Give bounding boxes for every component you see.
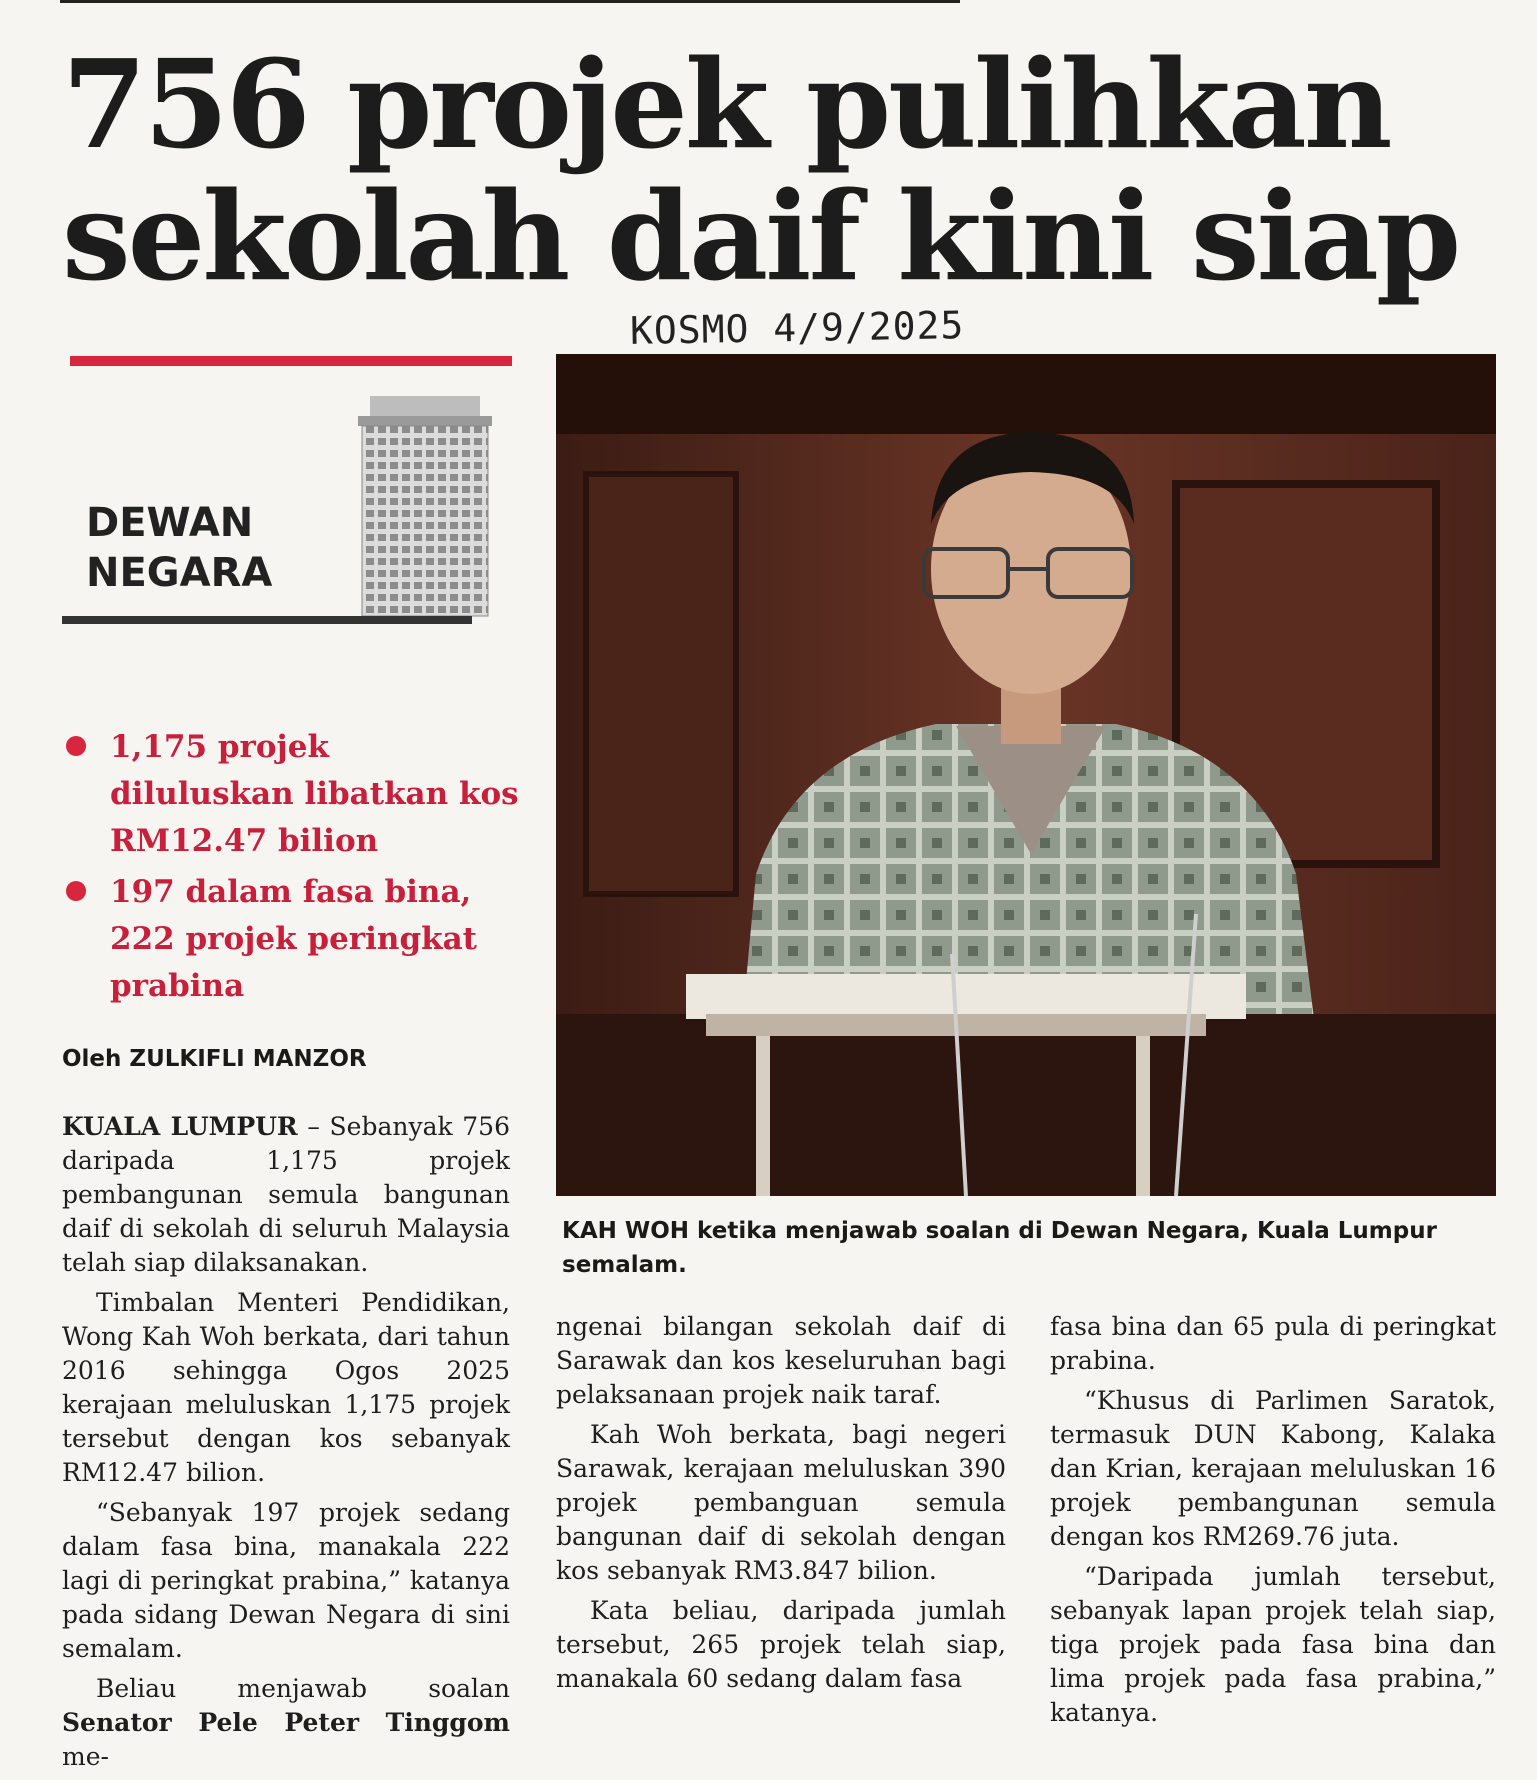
article-paragraph [62,1672,510,1774]
headline-line-1: 756 projek pulihkan [62,32,1390,176]
section-label [86,498,326,598]
highlight-text: 1,175 projek diluluskan libatkan kos RM12.47 bilion [110,729,519,859]
article-photo [556,354,1496,1196]
highlights-list [60,724,520,1014]
article-paragraph: Timbalan Menteri Pendidikan, Wong Kah Woh berkata, dari tahun 2016 sehingga Ogos 2025 kerajaan meluluskan 1,175 projek tersebut dengan kos sebanyak RM12.47 bilion. [62,1288,510,1487]
byline: Oleh ZULKIFLI MANZOR [62,1046,367,1072]
paragraph-text: Beliau menjawab soalan [96,1674,510,1703]
bullet-dot-icon [66,881,86,901]
paragraph-text: – Sebanyak 756 daripada 1,175 projek pembangunan semula bangunan daif di sekolah di seluruh Malaysia telah siap dilaksanakan. [62,1112,510,1277]
section-red-bar [70,356,512,366]
headline [62,32,1462,308]
article-paragraph: Kah Woh berkata, bagi negeri Sarawak, kerajaan meluluskan 390 projek pembanguan semula bangunan daif di sekolah dengan kos sebanyak RM3.847 bilion. [556,1420,1006,1585]
highlight-text: 197 dalam fasa bina, 222 projek peringkat prabina [110,874,478,1004]
article-paragraph: Kata beliau, daripada jumlah tersebut, 265 projek telah siap, manakala 60 sedang dalam fasa [556,1596,1006,1693]
top-rule [60,0,960,3]
article-paragraph: “Sebanyak 197 projek sedang dalam fasa bina, manakala 222 lagi di peringkat prabina,” katanya pada sidang Dewan Negara di sini semalam. [62,1498,510,1663]
highlight-item [60,724,520,865]
article-paragraph: “Daripada jumlah tersebut, sebanyak lapan projek telah siap, tiga projek pada fasa bina dan lima projek pada fasa prabina,” katanya. [1050,1562,1496,1727]
highlight-item [60,869,520,1010]
section-label-line-1: DEWAN [86,500,254,546]
section-label-line-2: NEGARA [86,550,273,596]
parliament-building-icon [340,388,500,618]
headline-line-2: sekolah daif kini siap [62,164,1459,308]
article-column-1 [62,1110,510,1780]
senator-name: Senator Pele Peter Tinggom [62,1708,510,1737]
section-underline [62,616,472,624]
article-column-2 [556,1310,1006,1702]
article-column-3 [1050,1310,1496,1736]
handwritten-note: KOSMO 4/9/2025 [629,303,965,353]
article-paragraph: ngenai bilangan sekolah daif di Sarawak dan kos keseluruhan bagi pelaksanaan projek naik taraf. [556,1312,1006,1409]
article-paragraph [62,1110,510,1280]
dateline: KUALA LUMPUR [62,1112,298,1141]
bullet-dot-icon [66,736,86,756]
photo-caption: KAH WOH ketika menjawab soalan di Dewan Negara, Kuala Lumpur semalam. [562,1218,1437,1278]
article-paragraph: “Khusus di Parlimen Saratok, termasuk DUN Kabong, Kalaka dan Krian, kerajaan meluluskan 16 projek pembangunan semula dengan kos RM269.76 juta. [1050,1386,1496,1551]
paragraph-text: me- [62,1742,109,1771]
article-paragraph: fasa bina dan 65 pula di peringkat prabina. [1050,1312,1496,1375]
